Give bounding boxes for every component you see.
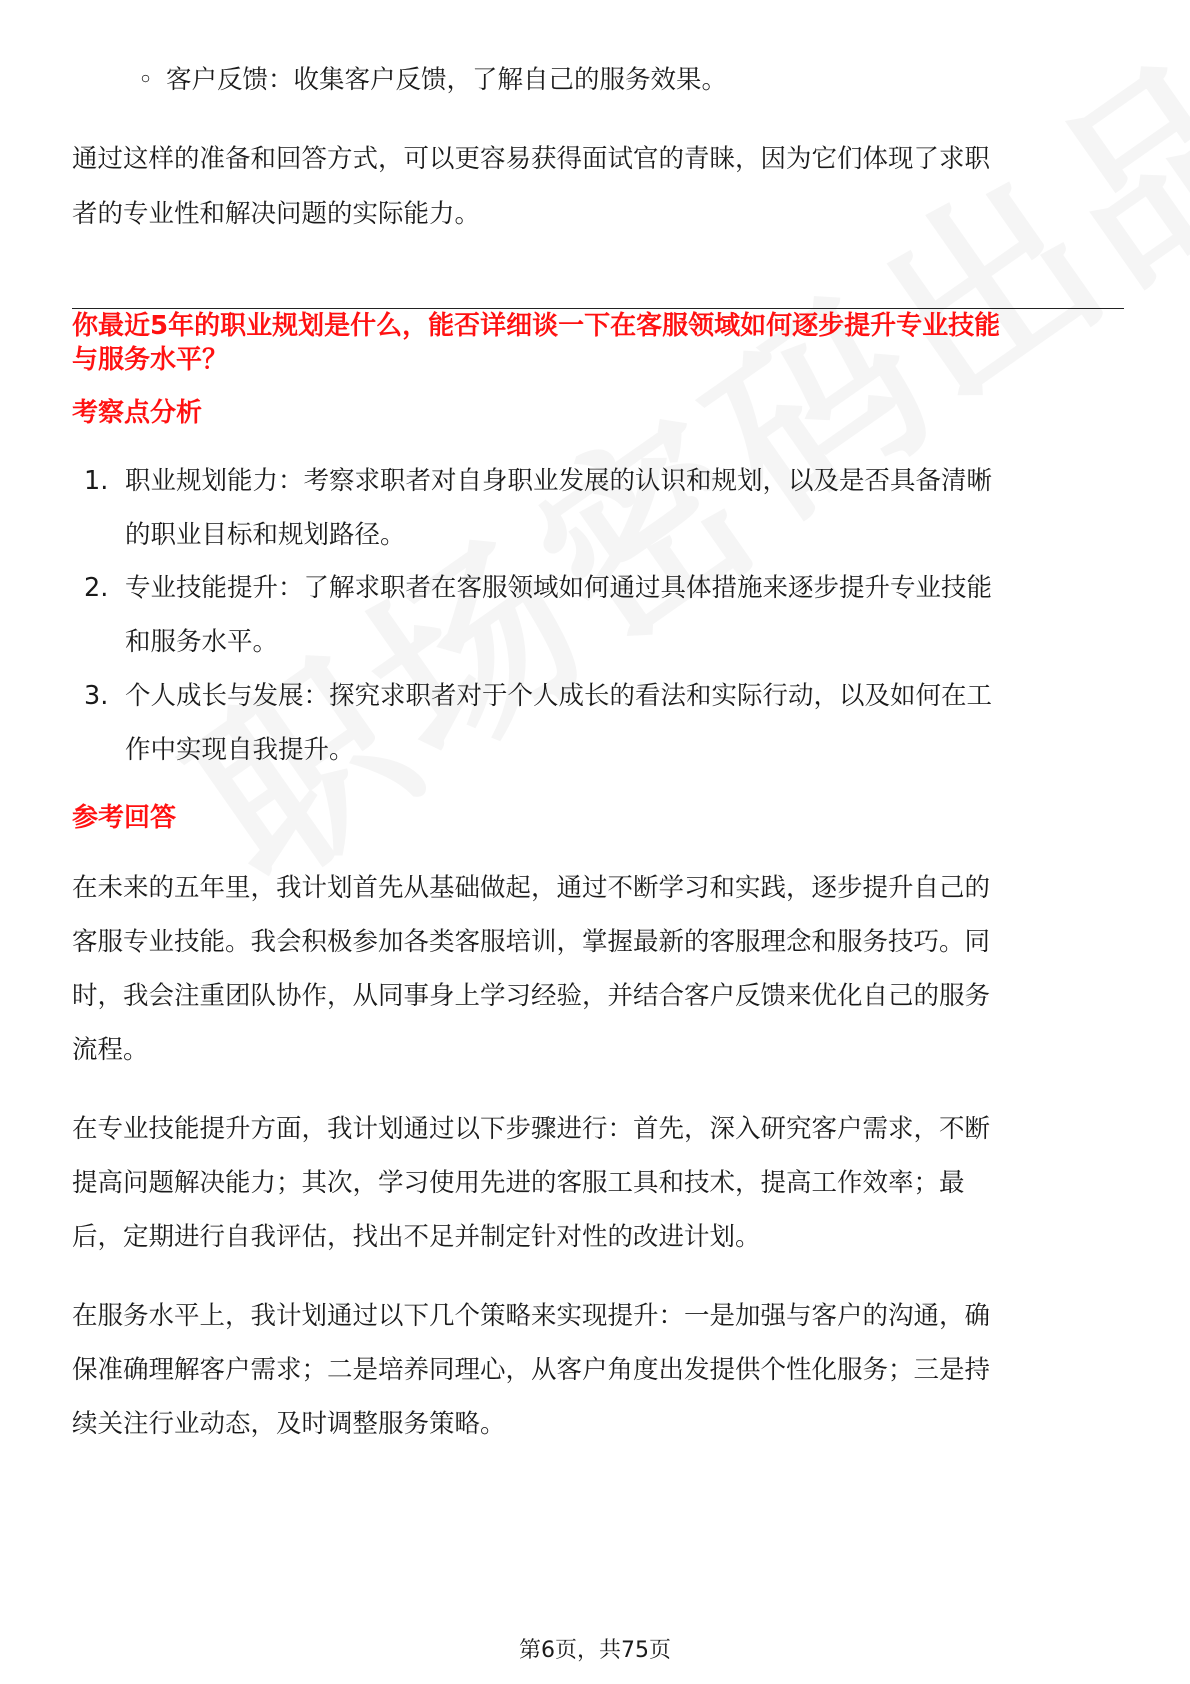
answer-line: 客服专业技能。我会积极参加各类客服培训，掌握最新的客服理念和服务技巧。同	[72, 927, 991, 957]
question-line: 与服务水平？	[72, 345, 229, 375]
answer-line: 在服务水平上，我计划通过以下几个策略来实现提升：一是加强与客户的沟通，确	[72, 1301, 991, 1331]
list-number: 1.	[84, 466, 109, 496]
answer-line: 时，我会注重团队协作，从同事身上学习经验，并结合客户反馈来优化自己的服务	[72, 981, 991, 1011]
list-item-line: 作中实现自我提升。	[125, 735, 355, 765]
list-number: 2.	[84, 573, 109, 603]
question-line: 你最近5年的职业规划是什么，能否详细谈一下在客服领域如何逐步提升专业技能	[72, 311, 1001, 341]
answer-line: 在专业技能提升方面，我计划通过以下步骤进行：首先，深入研究客户需求，不断	[72, 1114, 991, 1144]
list-item-line: 和服务水平。	[125, 627, 279, 657]
list-item-line: 专业技能提升：了解求职者在客服领域如何通过具体措施来逐步提升专业技能	[125, 573, 993, 603]
list-item-line: 个人成长与发展：探究求职者对于个人成长的看法和实际行动，以及如何在工	[125, 681, 993, 711]
answer-line: 续关注行业动态，及时调整服务策略。	[72, 1409, 506, 1439]
list-item-line: 的职业目标和规划路径。	[125, 520, 406, 550]
answer-line: 保准确理解客户需求；二是培养同理心，从客户角度出发提供个性化服务；三是持	[72, 1355, 991, 1385]
answer-line: 提高问题解决能力；其次，学习使用先进的客服工具和技术，提高工作效率；最	[72, 1168, 965, 1198]
bullet-mark: ◦	[138, 65, 154, 95]
analysis-heading: 考察点分析	[72, 398, 203, 428]
page-number: 第6页，共75页	[519, 1638, 671, 1663]
bullet-text: 客户反馈：收集客户反馈，了解自己的服务效果。	[166, 65, 728, 95]
summary-line: 通过这样的准备和回答方式，可以更容易获得面试官的青睐，因为它们体现了求职	[72, 144, 991, 174]
list-item-line: 职业规划能力：考察求职者对自身职业发展的认识和规划，以及是否具备清晰	[125, 466, 993, 496]
answer-heading: 参考回答	[72, 803, 177, 833]
answer-line: 流程。	[72, 1035, 149, 1065]
summary-line: 者的专业性和解决问题的实际能力。	[72, 199, 481, 229]
answer-line: 后，定期进行自我评估，找出不足并制定针对性的改进计划。	[72, 1222, 761, 1252]
answer-line: 在未来的五年里，我计划首先从基础做起，通过不断学习和实践，逐步提升自己的	[72, 873, 991, 903]
list-number: 3.	[84, 681, 109, 711]
